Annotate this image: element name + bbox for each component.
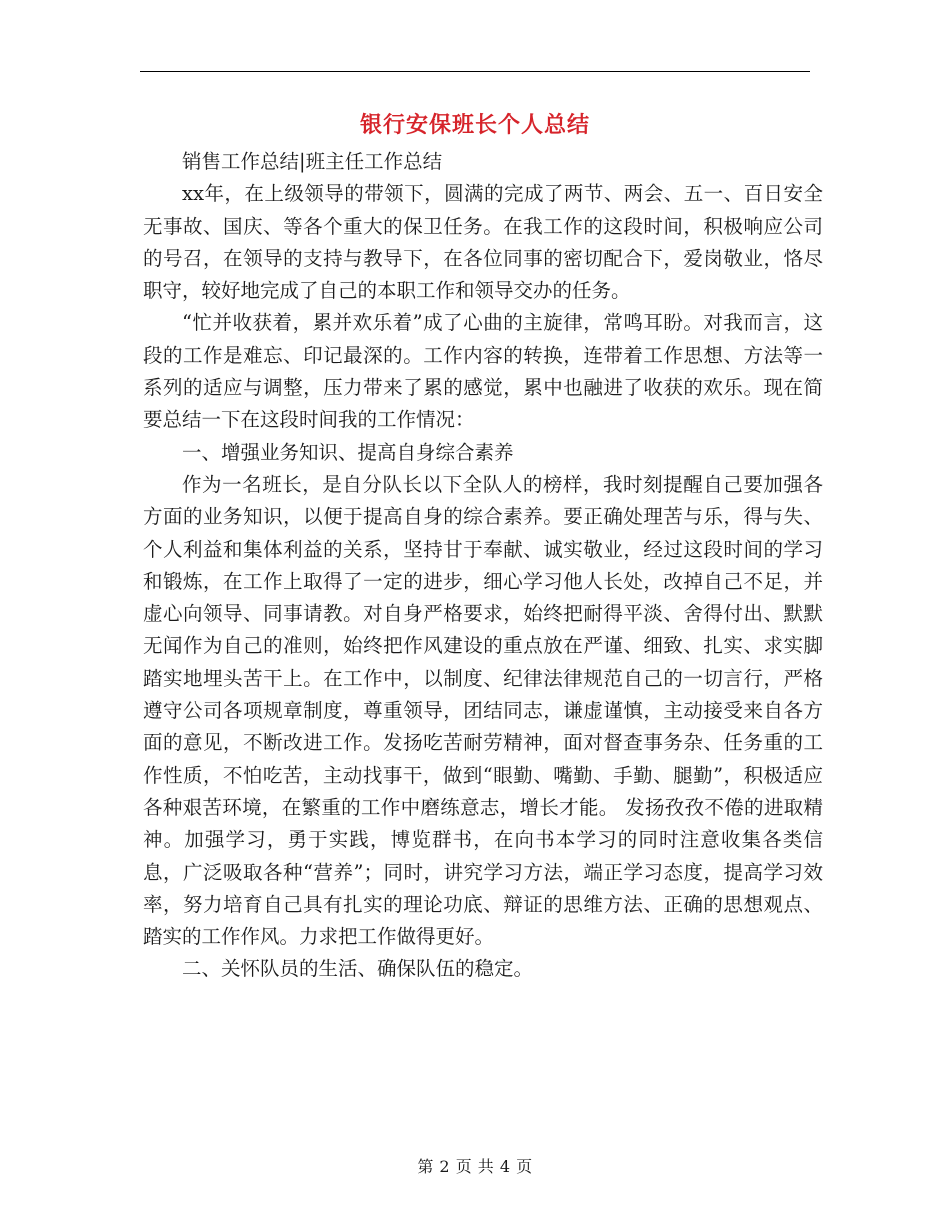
- paragraph-reflection: “忙并收获着，累并欢乐着”成了心曲的主旋律，常鸣耳盼。对我而言，这段的工作是难忘、印记最深的。工作内容的转换，连带着工作思想、方法等一系列的适应与调整，压力带来了累的感觉，累中也融进了收获的欢乐。现在简要总结一下在这段时间我的工作情况：: [143, 311, 823, 432]
- paragraph-intro: xx年，在上级领导的带领下，圆满的完成了两节、两会、五一、百日安全无事故、国庆、等各个重大的保卫任务。在我工作的这段时间，积极响应公司的号召，在领导的支持与教导下，在各位同事的密切配合下，爱岗敬业，恪尽职守，较好地完成了自己的本职工作和领导交办的任务。: [143, 182, 823, 303]
- paragraph-section-1: 作为一名班长，是自分队长以下全队人的榜样，我时刻提醒自己要加强各方面的业务知识，以便于提高自身的综合素养。要正确处理苦与乐，得与失、个人利益和集体利益的关系，坚持甘于奉献、诚实敬业，经过这段时间的学习和锻炼，在工作上取得了一定的进步，细心学习他人长处，改掉自己不足，并虚心向领导、同事请教。对自身严格要求，始终把耐得平淡、舍得付出、默默无闻作为自己的准则，始终把作风建设的重点放在严谨、细致、扎实、求实脚踏实地埋头苦干上。在工作中，以制度、纪律法律规范自己的一切言行，严格遵守公司各项规章制度，尊重领导，团结同志，谦虚谨慎，主动接受来自各方面的意见，不断改进工作。发扬吃苦耐劳精神，面对督查事务杂、任务重的工作性质，不怕吃苦，主动找事干，做到“眼勤、嘴勤、手勤、腿勤”，积极适应各种艰苦环境，在繁重的工作中磨练意志，增长才能。 发扬孜孜不倦的进取精神。加强学习，勇于实践，博览群书，在向书本学习的同时注意收集各类信息，广泛吸取各种“营养”；同时，讲究学习方法，端正学习态度，提高学习效率，努力培育自己具有扎实的理论功底、辩证的思维方法、正确的思想观点、踏实的工作作风。力求把工作做得更好。: [143, 472, 823, 949]
- paragraph-subtitle: 销售工作总结|班主任工作总结: [182, 150, 443, 173]
- section-heading-1: 一、增强业务知识、提高自身综合素养: [182, 440, 514, 464]
- section-heading-2: 二、关怀队员的生活、确保队伍的稳定。: [182, 957, 534, 981]
- document-body: [143, 146, 823, 986]
- document-title: 银行安保班长个人总结: [359, 113, 590, 138]
- header-rule: [140, 71, 810, 72]
- page-number: 第 2 页 共 4 页: [417, 1157, 533, 1176]
